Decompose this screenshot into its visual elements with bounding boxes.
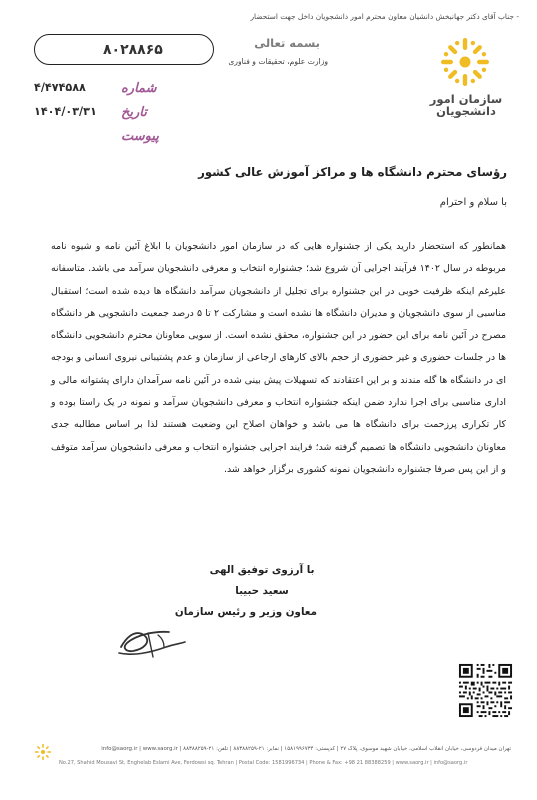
letter-number-value: ۴/۴۷۴۵۸۸ [34, 81, 86, 94]
letter-date-value: ۱۴۰۴/۰۳/۳۱ [34, 105, 97, 118]
signature-block [174, 560, 317, 623]
qr-code-icon [457, 662, 514, 719]
routing-note: - جناب آقای دکتر جهانبخش دانشیان معاون محترم امور دانشجویان داخل جهت استحضار [250, 12, 519, 21]
organization-name [424, 93, 508, 117]
footer-contact-english: No.27, Shahid Mousavi St, Enghelab Eslami Ave, Ferdowsi sq. Tehran | Postal Code: 1581996734 | Phone & Fax: +98 21 88388259 | www.saorg.ir | info@saorg.ir [59, 760, 468, 766]
signature-line-2: سعید حبیبا [235, 585, 289, 597]
letter-body [51, 236, 506, 481]
basmala: بسمه تعالی [254, 36, 320, 50]
greeting: با سلام و احترام [439, 197, 507, 208]
letter-attachment-value [34, 124, 114, 148]
letter-attachment-label: پیوست [121, 129, 159, 144]
meta-labels [121, 77, 201, 149]
signature-line-1: با آرزوی توفیق الهی [209, 564, 315, 576]
handwritten-signature [111, 622, 193, 664]
brand-logo [430, 35, 506, 90]
letter-number-label: شماره [121, 81, 157, 96]
meta-values [34, 76, 114, 148]
organization-name-line-2: دانشجویان [436, 104, 496, 119]
letter-body-paragraph: همانطور که استحضار دارید یکی از جشنواره هایی که در سازمان امور دانشجویان با ابلاغ آئین نامه و شیوه نامه مربوطه در سال ۱۴۰۲ فرآیند اجرایی آن شروع شد؛ جشنواره انتخاب و معرفی دانشجویان سرآمد می باشد. متاسفانه علیرغم اینکه ظرفیت خوبی در این جشنواره برای تجلیل از دانشجویان سرآمد دانشگاه ها دیده شده است؛ استقبال مناسبی از سوی دانشجویان و مدیران دانشگاه ها نشده است و مشارکت ۲ تا ۵ درصد جمعیت دانشجویی هر دانشگاه مصرح در آئین نامه برای این حضور در این جشنواره، محقق نشده است. از سویی معاونان محترم دانشجویی دانشگاه ها در جلسات حضوری و غیر حضوری از حجم بالای کارهای ارجاعی از سازمان و عدم پشتیبانی نیروی انسانی و بودجه ای در دانشگاه ها گله مندند و بر این اعتقادند که تسهیلات پیش بینی شده در آئین نامه سرآمدان دارای پشتوانه مالی و اداری مناسبی برای اجرا ندارد ضمن اینکه جشنواره انتخاب و معرفی دانشجویان سرآمد و نمونه در یک راستا بوده و کار تکراری پرزحمت برای دانشگاه ها می باشد و خواهان اصلاح این وضعیت هستند لذا بر اساس مطالبه جدی معاونان دانشجویی دانشگاه ها تصمیم گرفته شد؛ فرایند اجرایی جشنواره انتخاب و معرفی دانشجویان سرآمد متوقف و از این پس صرفا جشنواره دانشجویان نمونه کشوری برگزار خواهد شد. [51, 241, 506, 475]
sunburst-logo-icon [438, 35, 492, 89]
letter-date-label: تاریخ [121, 105, 147, 120]
reference-box-number: ۸۰۲۸۸۶۵ [103, 42, 163, 58]
organization-name-line-1: سازمان امور [429, 92, 503, 106]
footer-contact-persian: تهران میدان فردوسی، خیابان انقلاب اسلامی، خیابان شهید موسوی، پلاک ۲۷ | کدپستی: ۱۵۸۱۹۹۶۷۳۴ | نمابر: ۲۱-۸۸۳۸۸۲۵۹ | تلفن: ۲۱-۸۸۳۸۸۲۵۹ | info@saorg.ir | www.saorg.ir [101, 746, 511, 752]
signature-line-3: معاون وزیر و رئیس سازمان [174, 606, 317, 618]
footer-sun-icon [34, 743, 52, 761]
ministry-name: وزارت علوم، تحقیقات و فناوری [228, 57, 328, 66]
recipient-heading: رؤسای محترم دانشگاه ها و مراکز آموزش عالی کشور [198, 165, 507, 179]
reference-box [34, 34, 214, 65]
